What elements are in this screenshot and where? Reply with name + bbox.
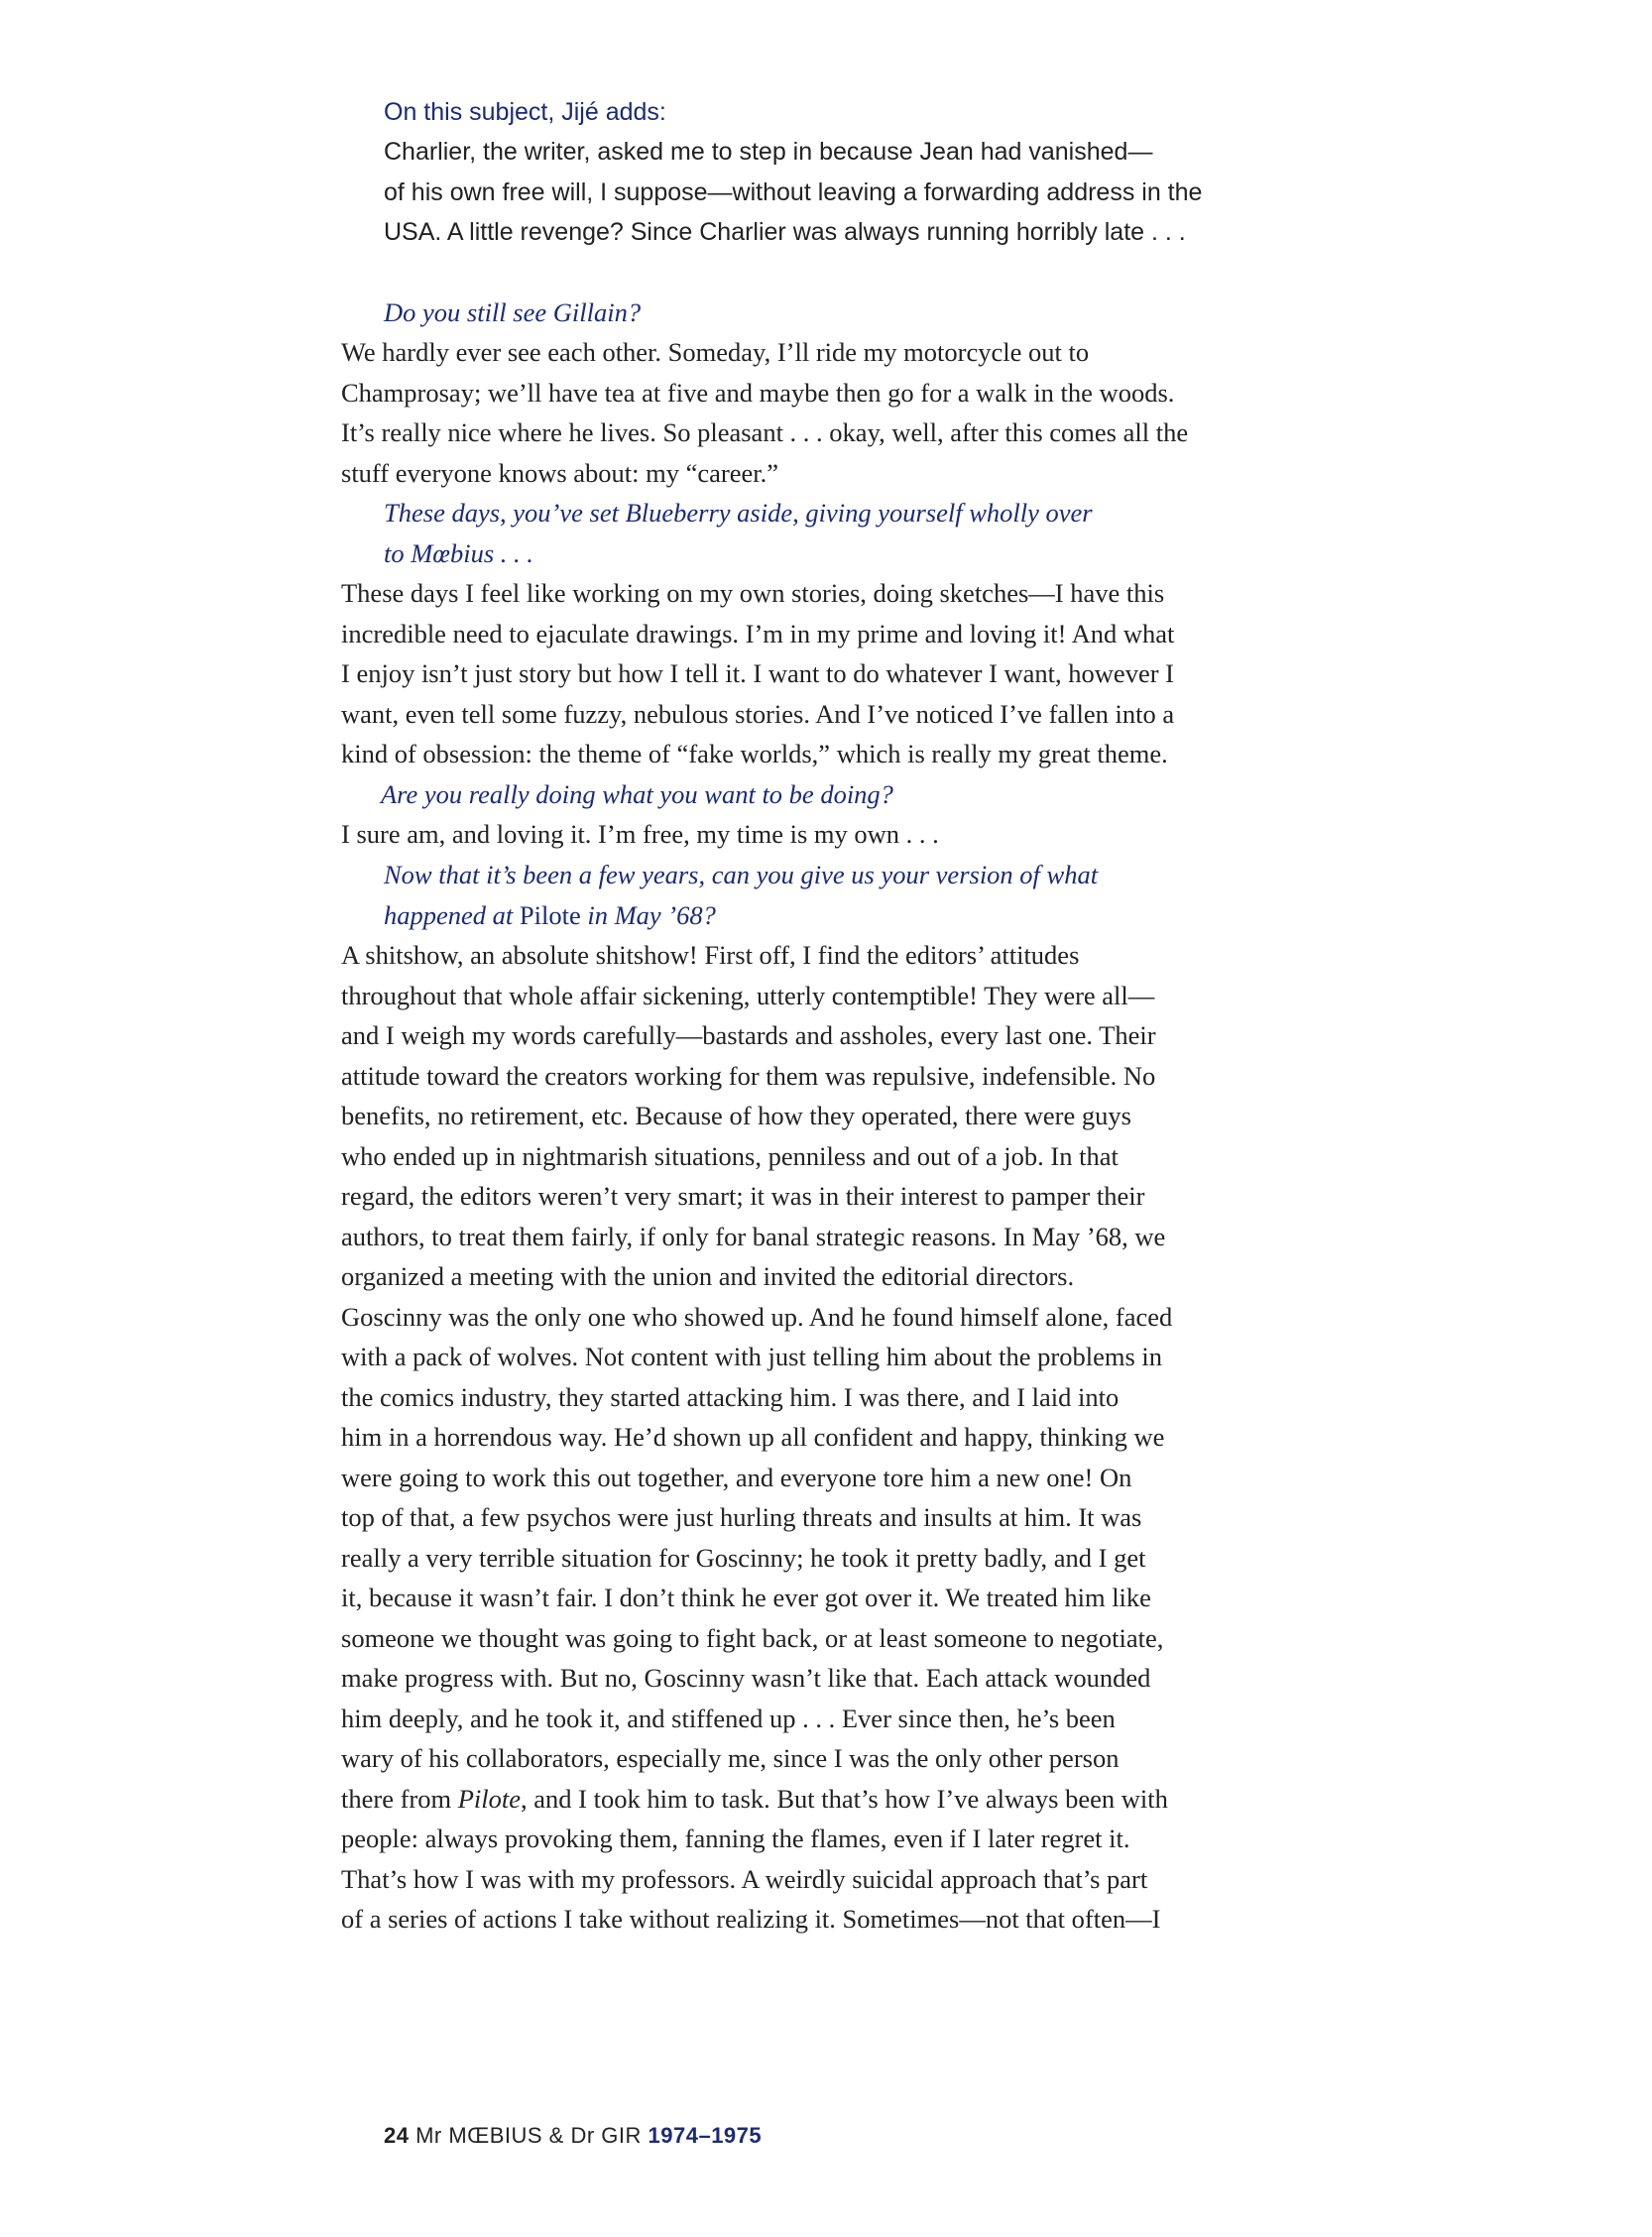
answer-line: wary of his collaborators, especially me, since I was the only other person <box>341 1743 1120 1773</box>
page-number: 24 <box>384 2123 410 2148</box>
answer-line: the comics industry, they started attacking him. I was there, and I laid into <box>341 1381 1120 1412</box>
answer-line: and I weigh my words carefully—bastards and assholes, every last one. Their <box>341 1020 1156 1050</box>
intro-quote <box>384 132 1202 253</box>
question-may-68 <box>384 855 1098 935</box>
answer-line: organized a meeting with the union and invited the editorial directors. <box>341 1261 1075 1291</box>
answer-line: It’s really nice where he lives. So pleasant . . . okay, well, after this comes all the <box>341 417 1189 447</box>
answer-doing-what-you-want: I sure am, and loving it. I’m free, my time is my own . . . <box>341 819 939 849</box>
intro-quote-line: of his own free will, I suppose—without leaving a forwarding address in the <box>384 177 1203 206</box>
question-text: happened at <box>384 899 520 930</box>
answer-line: were going to work this out together, and everyone tore him a new one! On <box>341 1462 1132 1492</box>
intro-lead: On this subject, Jijé adds: <box>384 98 666 126</box>
answer-line: want, even tell some fuzzy, nebulous stories. And I’ve noticed I’ve fallen into a <box>341 698 1175 729</box>
answer-line: stuff everyone knows about: my “career.” <box>341 457 779 488</box>
question-blueberry <box>384 493 1093 573</box>
answer-line: These days I feel like working on my own stories, doing sketches—I have this <box>341 578 1165 608</box>
answer-line: regard, the editors weren’t very smart; it was in their interest to pamper their <box>341 1181 1145 1211</box>
question-gillain: Do you still see Gillain? <box>384 297 642 327</box>
answer-line: him in a horrendous way. He’d shown up all confident and happy, thinking we <box>341 1422 1165 1452</box>
answer-line: it, because it wasn’t fair. I don’t think he ever got over it. We treated him like <box>341 1583 1151 1612</box>
answer-line: attitude toward the creators working for them was repulsive, indefensible. No <box>341 1060 1156 1091</box>
answer-line: I enjoy isn’t just story but how I tell it. I want to do whatever I want, however I <box>341 658 1174 688</box>
magazine-title: Pilote <box>457 1783 522 1814</box>
intro-quote-line: Charlier, the writer, asked me to step in because Jean had vanished— <box>384 138 1153 166</box>
answer-line: kind of obsession: the theme of “fake worlds,” which is really my great theme. <box>341 739 1168 768</box>
answer-line: throughout that whole affair sickening, utterly contemptible! They were all— <box>341 980 1155 1010</box>
book-title: Mr MŒBIUS & Dr GIR <box>415 2123 642 2148</box>
answer-line <box>341 1779 1172 1820</box>
answer-gillain <box>341 332 1188 493</box>
answer-line: Champrosay; we’ll have tea at five and maybe then go for a walk in the woods. <box>341 377 1175 408</box>
answer-line: top of that, a few psychos were just hurling threats and insults at him. It was <box>341 1502 1142 1532</box>
answer-text: there from <box>341 1783 458 1814</box>
answer-may-68 <box>341 935 1172 1940</box>
answer-line: someone we thought was going to fight back, or at least someone to negotiate, <box>341 1622 1164 1653</box>
answer-line: benefits, no retirement, etc. Because of how they operated, there were guys <box>341 1101 1131 1130</box>
answer-line: of a series of actions I take without realizing it. Sometimes—not that often—I <box>341 1904 1161 1934</box>
answer-line: with a pack of wolves. Not content with just telling him about the problems in <box>341 1342 1162 1371</box>
answer-line: really a very terrible situation for Goscinny; he took it pretty badly, and I get <box>341 1542 1146 1573</box>
magazine-title: Pilote <box>519 899 581 930</box>
answer-blueberry <box>341 573 1174 774</box>
answer-line: people: always provoking them, fanning the flames, even if I later regret it. <box>341 1824 1130 1853</box>
answer-line: him deeply, and he took it, and stiffened up . . . Ever since then, he’s been <box>341 1703 1116 1733</box>
question-line: to Mœbius . . . <box>384 537 533 568</box>
question-text: in May ’68? <box>580 899 716 930</box>
answer-line: authors, to treat them fairly, if only for banal strategic reasons. In May ’68, we <box>341 1221 1166 1251</box>
chapter-years: 1974–1975 <box>648 2123 763 2148</box>
question-line: These days, you’ve set Blueberry aside, giving yourself wholly over <box>384 498 1093 528</box>
answer-line: A shitshow, an absolute shitshow! First off, I find the editors’ attitudes <box>341 940 1080 970</box>
answer-line: Goscinny was the only one who showed up. And he found himself alone, faced <box>341 1301 1173 1332</box>
question-doing-what-you-want: Are you really doing what you want to be doing? <box>381 779 893 809</box>
answer-line: make progress with. But no, Goscinny wasn’t like that. Each attack wounded <box>341 1663 1151 1693</box>
answer-text: , and I took him to task. But that’s how I’ve always been with <box>521 1783 1168 1814</box>
answer-line: incredible need to ejaculate drawings. I’m in my prime and loving it! And what <box>341 618 1175 648</box>
intro-quote-line: USA. A little revenge? Since Charlier was always running horribly late . . . <box>384 218 1186 246</box>
page-footer <box>384 2122 762 2150</box>
answer-line: who ended up in nightmarish situations, penniless and out of a job. In that <box>341 1140 1119 1171</box>
question-line: Now that it’s been a few years, can you give us your version of what <box>384 860 1099 889</box>
answer-line: That’s how I was with my professors. A weirdly suicidal approach that’s part <box>341 1863 1148 1894</box>
answer-line: We hardly ever see each other. Someday, I’ll ride my motorcycle out to <box>341 337 1090 367</box>
question-line <box>384 895 1098 936</box>
